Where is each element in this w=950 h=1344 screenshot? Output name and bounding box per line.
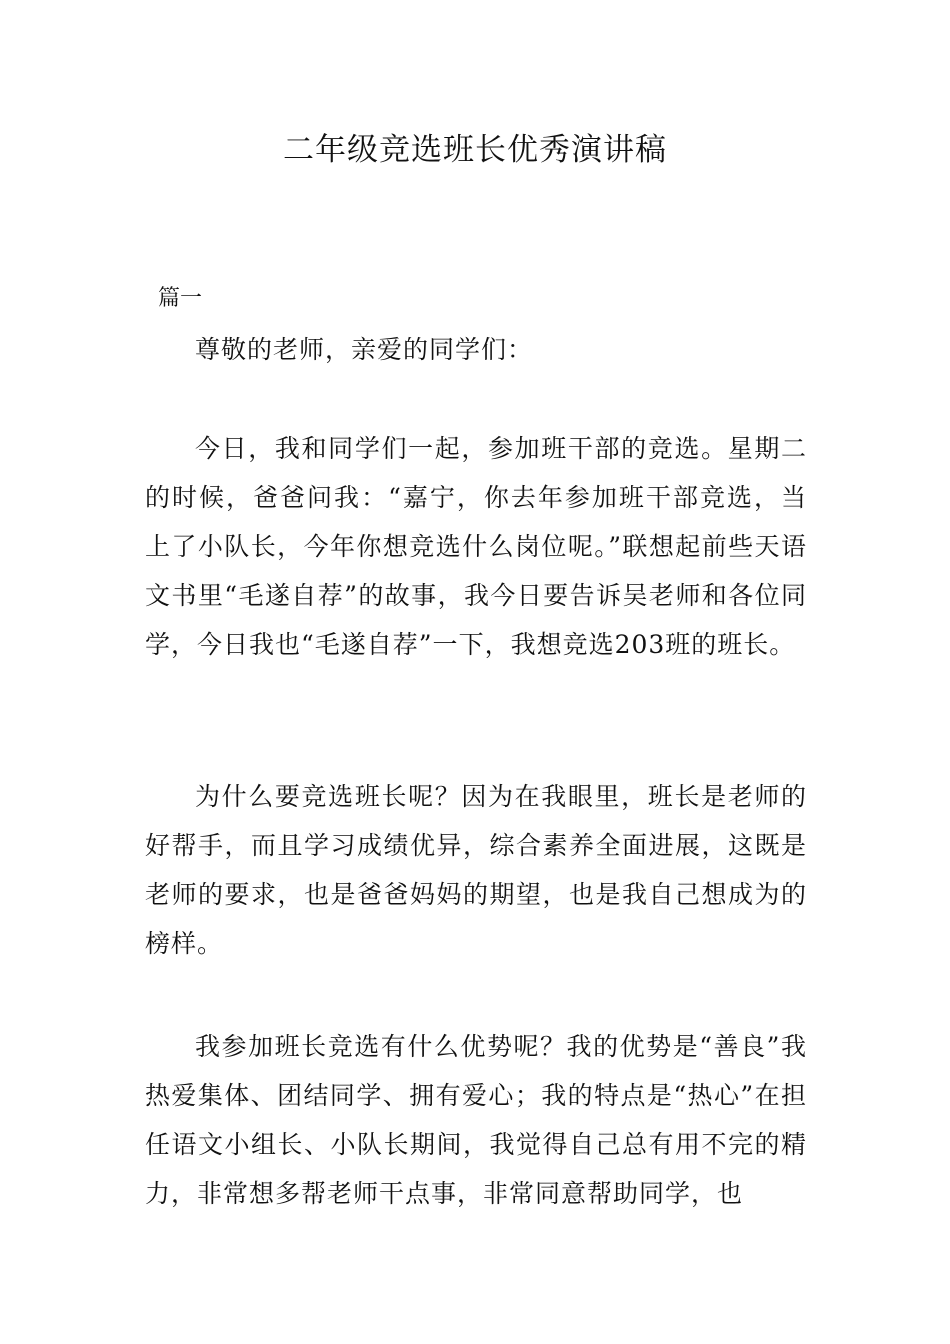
- paragraph-3: 我参加班长竞选有什么优势呢？我的优势是“善良”我热爱集体、团结同学、拥有爱心；我的特点是“热心”在担任语文小组长、小队长期间，我觉得自己总有用不完的精力，非常想多帮老师干点事，非常同意帮助同学，也: [145, 1032, 807, 1208]
- paragraph-2: 为什么要竞选班长呢？因为在我眼里，班长是老师的好帮手，而且学习成绩优异，综合素养全面进展，这既是老师的要求，也是爸爸妈妈的期望，也是我自己想成为的榜样。: [145, 782, 807, 958]
- paragraph-1: 今日，我和同学们一起，参加班干部的竞选。星期二的时候，爸爸问我：“嘉宁，你去年参加班干部竞选，当上了小队长，今年你想竞选什么岗位呢。”联想起前些天语文书里“毛遂自荐”的故事，我今日要告诉吴老师和各位同学，今日我也“毛遂自荐”一下，我想竞选203班的班长。: [145, 434, 807, 659]
- section-label: 篇一: [158, 286, 203, 311]
- salutation: 尊敬的老师，亲爱的同学们：: [195, 335, 534, 364]
- document-title: 二年级竞选班长优秀演讲稿: [283, 132, 667, 168]
